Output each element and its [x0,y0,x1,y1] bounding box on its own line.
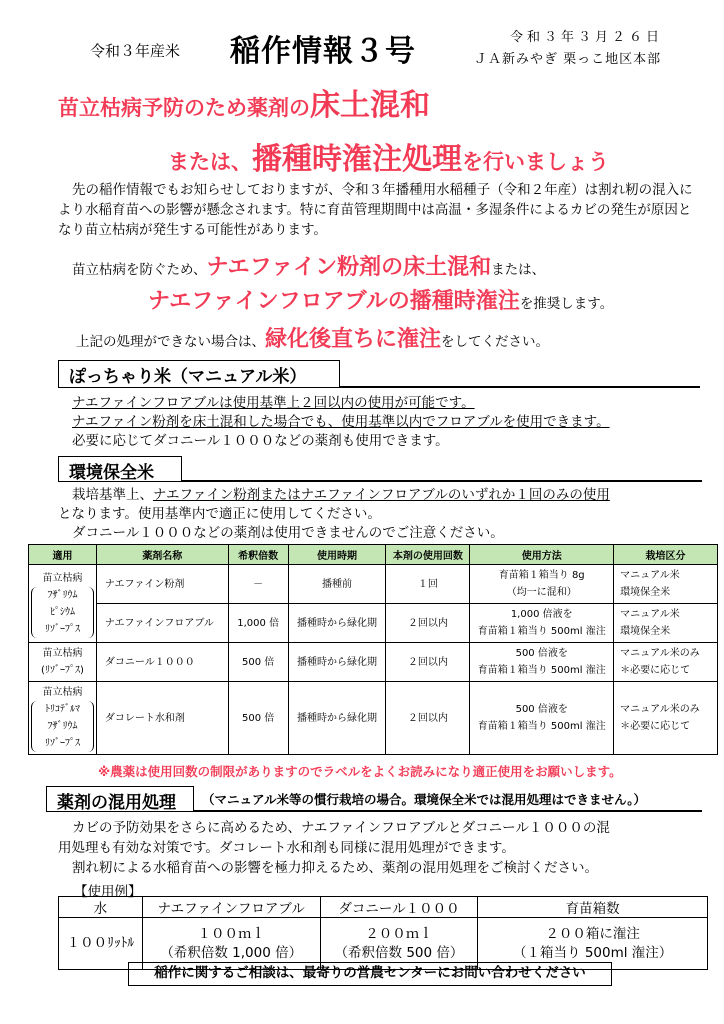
page-title: 稲作情報３号 [230,34,416,69]
recommend-alt-pre: 上記の処理ができない場合は、 [76,334,265,350]
table-header: ダコニール１０００ [320,897,478,918]
chem-dilution: 1,000 倍 [228,604,288,643]
chem-method [470,604,614,643]
pathogen: ﾋﾟｼｳﾑ [49,606,75,618]
table-row [29,565,718,604]
table-row [29,604,718,643]
chem-class [614,682,718,755]
env-line1-pre: 栽培基準上、 [72,487,153,503]
target-pathogens [31,587,94,638]
table-header: 使用時期 [288,545,386,565]
method-line: 育苗箱１箱当り 500ml 潅注 [477,721,606,732]
year-label: 令和３年産米 [90,42,181,60]
chem-dilution: 500 倍 [228,643,288,682]
table-header: 栽培区分 [614,545,718,565]
class-line: マニュアル米 [620,570,680,581]
class-line: マニュアル米のみ [620,704,700,715]
pathogen: ﾄﾘｺﾃﾞﾙﾏ [44,704,80,715]
pathogen: (ﾘｿﾞｰﾌﾟｽ) [41,665,84,676]
cell-line: （希釈倍数 500 倍） [334,944,464,961]
chem-class [614,565,718,604]
chem-method [470,682,614,755]
pathogen: ﾘｿﾞｰﾌﾟｽ [44,623,80,635]
method-line: 育苗箱１箱当り 500ml 潅注 [477,665,606,676]
section-divider [194,810,702,812]
example-label: 【使用例】 [74,884,142,900]
class-line: ＊必要に応じて [620,665,691,676]
chem-count: ２回以内 [386,643,470,682]
env-line2: となります。使用基準内で適正に使用してください。 [58,506,381,522]
target-disease: 苗立枯病 [42,572,83,584]
cell-line: １００ｍｌ [197,925,265,942]
table-header: 適用 [29,545,97,565]
manual-section-body [72,394,610,451]
section-mix-subtitle: （マニュアル米等の慣行栽培の場合。環境保全米では混用処理はできません。） [202,792,647,807]
recommend-post: を推奨します。 [519,296,614,312]
recommend-line2 [148,284,613,315]
headline-line2-post: を行いましょう [462,150,609,174]
env-line3: ダコニール１０００などの薬剤は使用できませんのでご注意ください。 [72,525,504,541]
example-table [58,896,708,970]
chem-name: ナエファインフロアブル [96,604,228,643]
table-header: 本剤の使用回数 [386,545,470,565]
pathogen: ﾌｻﾞﾘｳﾑ [47,721,78,732]
pesticide-note: ※農薬は使用回数の制限がありますのでラベルをよくお読みになり適正使用をお願いします。 [98,764,622,779]
chem-timing: 播種時から緑化期 [288,643,386,682]
target-disease: 苗立枯病 [42,648,83,659]
target-pathogens [31,701,94,752]
cell-line: ２００箱に潅注 [545,925,640,942]
table-header-row [29,545,718,565]
manual-line1: ナエファインフロアブルは使用基準上２回以内の使用が可能です。 [72,395,475,411]
env-line1-underlined: ナエファイン粉剤またはナエファインフロアブルのいずれか１回のみの使用 [153,487,610,503]
method-line: 育苗箱１箱当り 500ml 潅注 [477,626,606,637]
class-line: 環境保全米 [620,587,671,598]
chem-name: ナエファイン粉剤 [96,565,228,604]
method-line: 育苗箱１箱当り 8g [498,570,585,581]
chem-method [470,643,614,682]
env-line1 [58,486,698,505]
class-line: マニュアル米のみ [620,648,700,659]
intro-paragraph: 先の稲作情報でもお知らせしておりますが、令和３年播種用水稲種子（令和２年産）は割れ籾の混入により水稲育苗への影響が懸念されます。特に育苗管理期間中は高温・多湿条件によるカビの発生が原因となり苗立枯病が発生する可能性があります。 [58,182,693,238]
headline-line2-pre: または、 [168,150,252,174]
recommend-line1 [72,250,545,281]
cell-line: （１箱当り 500ml 潅注） [513,944,673,961]
chem-name: ダコレート水和剤 [96,682,228,755]
recommend-mid: または、 [491,262,546,278]
manual-line3: 必要に応じてダコニール１０００などの薬剤も使用できます。 [72,433,449,449]
table-header: 水 [59,897,143,918]
table-header: ナエファインフロアブル [142,897,320,918]
table-header-row [59,897,708,918]
cell-line: ２００ｍｌ [365,925,433,942]
chem-class [614,604,718,643]
footer-contact: 稲作に関するご相談は、最寄りの営農センターにお問い合わせください [128,962,612,986]
chem-timing: 播種時から緑化期 [288,604,386,643]
chem-class [614,643,718,682]
water-cell: １００ﾘｯﾄﾙ [59,918,143,970]
section-manual-title: ぽっちゃり米（マニュアル米） [58,360,340,388]
pathogen: ﾘｿﾞｰﾌﾟｽ [44,738,80,749]
table-header: 薬剤名称 [96,545,228,565]
table-header: 希釈倍数 [228,545,288,565]
recommend-highlight-2: ナエファインフロアブルの播種時潅注 [148,289,520,314]
section-divider [182,480,702,482]
mix-line2: 用処理も有効な対策です。ダコレート水和剤も同様に混用処理ができます。 [58,840,515,856]
method-line: 500 倍液を [515,704,568,715]
headline-line1-pre: 苗立枯病予防のため薬剤の [58,96,310,120]
headline-line1-big: 床土混和 [310,88,430,123]
headline-line2-big: 播種時潅注処理 [252,142,462,177]
section-mix-title: 薬剤の混用処理 [46,786,194,812]
recommend-highlight-1: ナエファイン粉剤の床土混和 [206,255,492,280]
section-env-title: 環境保全米 [58,456,182,482]
target-cell [29,643,97,682]
chem-method [470,565,614,604]
organization: ＪＡ新みやぎ 栗っこ地区本部 [474,52,662,67]
pathogen: ﾌｻﾞﾘｳﾑ [47,589,78,601]
chem-name: ダコニール１０００ [96,643,228,682]
chem-count: ２回以内 [386,682,470,755]
recommend-pre: 苗立枯病を防ぐため、 [72,262,207,278]
chem-dilution: － [228,565,288,604]
manual-line2: ナエファイン粉剤を床土混和した場合でも、使用基準以内でフロアブルを使用できます。 [72,414,610,430]
recommend-alt-post: をしてください。 [441,334,550,350]
table-row [29,643,718,682]
method-line: 500 倍液を [515,648,568,659]
mix-line1: カビの予防効果をさらに高めるため、ナエファインフロアブルとダコニール１０００の混 [72,820,610,836]
class-line: 環境保全米 [620,626,671,637]
recommend-alt-highlight: 緑化後直ちに潅注 [265,327,442,352]
class-line: マニュアル米 [620,609,680,620]
mix-line3: 割れ籾による水稲育苗への影響を極力抑えるため、薬剤の混用処理をご検討ください。 [72,860,598,876]
table-header: 育苗箱数 [478,897,708,918]
mix-section-body [58,818,708,878]
chem-count: ２回以内 [386,604,470,643]
method-line: （均一に混和） [506,587,577,598]
chem-dilution: 500 倍 [228,682,288,755]
chem-timing: 播種前 [288,565,386,604]
section-divider [340,386,700,388]
headline-line1 [58,80,430,124]
headline-line2 [168,134,609,178]
chem-count: １回 [386,565,470,604]
env-section-body [58,486,698,543]
recommend-alt [76,322,549,353]
table-header: 使用方法 [470,545,614,565]
target-cell [29,682,97,755]
cell-line: （希釈倍数 1,000 倍） [160,944,303,961]
method-line: 1,000 倍液を [510,609,573,620]
target-cell [29,565,97,643]
class-line: ＊必要に応じて [620,721,691,732]
table-row [29,682,718,755]
chem-timing: 播種時から緑化期 [288,682,386,755]
chemical-table [28,544,718,755]
issue-date: 令和３年３月２６日 [510,30,664,45]
target-disease: 苗立枯病 [42,687,83,698]
